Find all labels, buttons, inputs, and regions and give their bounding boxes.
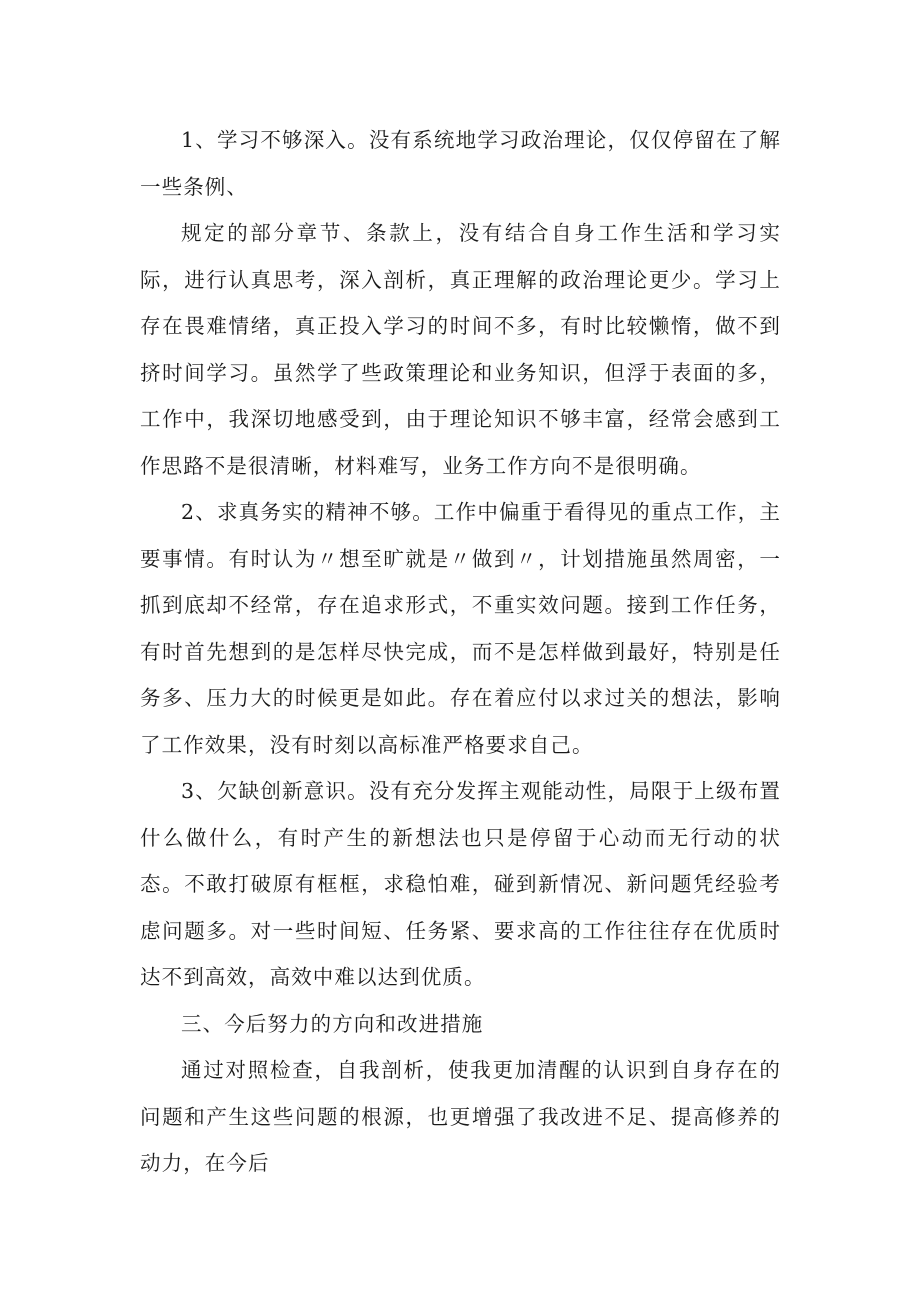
paragraph-pragmatic-spirit: 2、求真务实的精神不够。工作中偏重于看得见的重点工作，主要事情。有时认为〃想至旷就是〃做到〃，计划措施虽然周密，一抓到底却不经常，存在追求形式，不重实效问题。接到工作任务，有时首先想到的是怎样尽快完成，而不是怎样做到最好，特别是任务多、压力大的时候更是如此。存在着应付以求过关的想法，影响了工作效果，没有时刻以高标准严格要求自己。 bbox=[140, 500, 781, 757]
paragraph-self-reflection: 通过对照检查，自我剖析，使我更加清醒的认识到自身存在的问题和产生这些问题的根源，也更增强了我改进不足、提高修养的动力，在今后 bbox=[140, 1058, 781, 1175]
section-heading-improvement: 三、今后努力的方向和改进措施 bbox=[181, 1011, 484, 1036]
paragraph-study-details: 规定的部分章节、条款上，没有结合自身工作生活和学习实际，进行认真思考，深入剖析，真正理解的政治理论更少。学习上存在畏难情绪，真正投入学习的时间不多，有时比较懒惰，做不到挤时间学习。虽然学了些政策理论和业务知识，但浮于表面的多，工作中，我深切地感受到，由于理论知识不够丰富，经常会感到工作思路不是很清晰，材料难写，业务工作方向不是很明确。 bbox=[140, 221, 781, 478]
document-body bbox=[140, 117, 781, 1187]
paragraph-innovation: 3、欠缺创新意识。没有充分发挥主观能动性，局限于上级布置什么做什么，有时产生的新想法也只是停留于心动而无行动的状态。不敢打破原有框框，求稳怕难，碰到新情况、新问题凭经验考虑问题多。对一些时间短、任务紧、要求高的工作往往存在优质时达不到高效，高效中难以达到优质。 bbox=[140, 779, 781, 989]
paragraph-study-not-deep: 1、学习不够深入。没有系统地学习政治理论，仅仅停留在了解一些条例、 bbox=[140, 128, 781, 199]
